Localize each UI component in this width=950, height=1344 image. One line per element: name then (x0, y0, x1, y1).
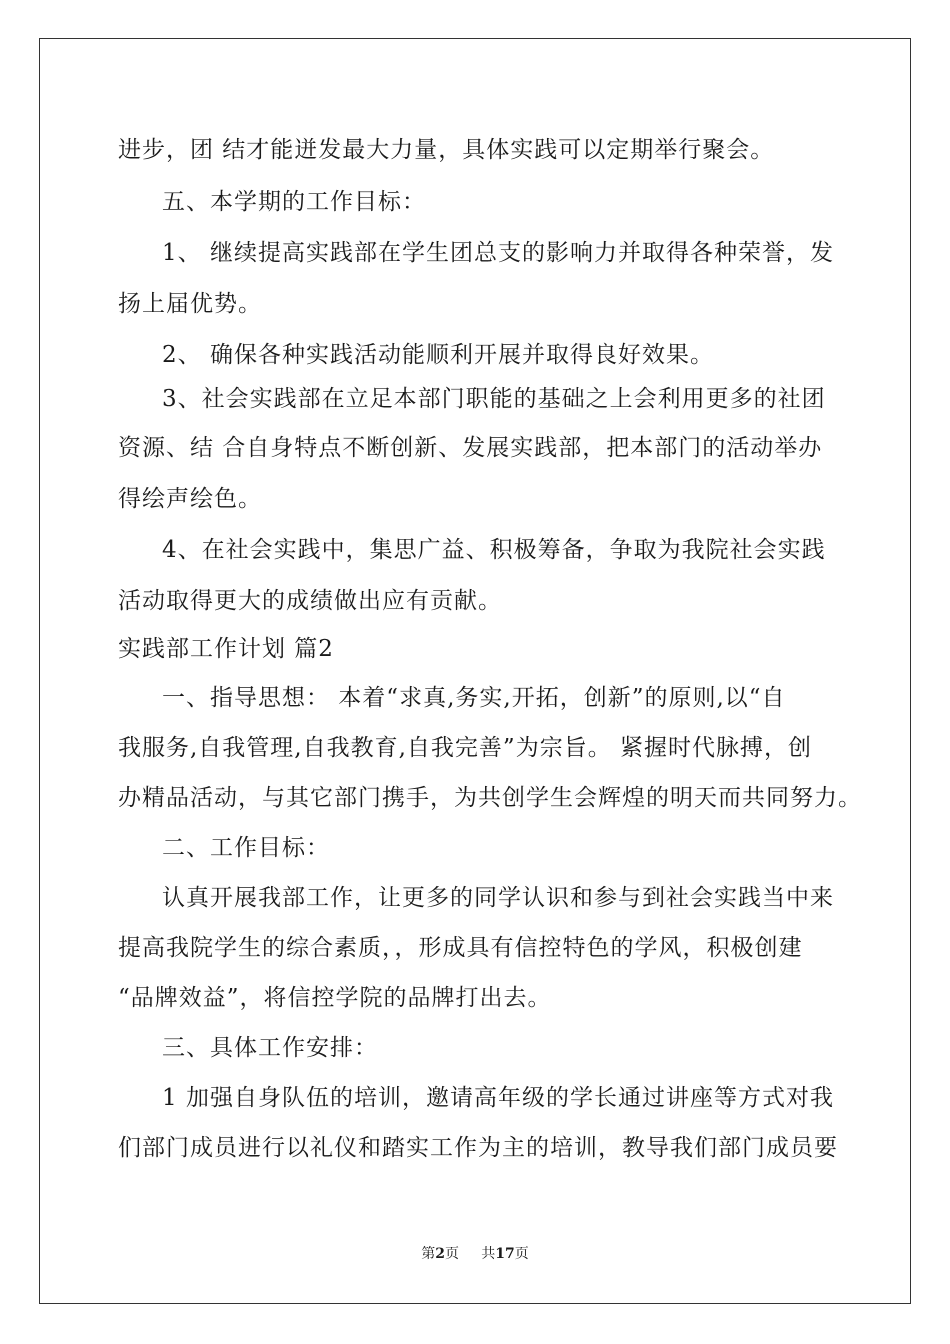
body-line-9: 4、在社会实践中，集思广益、积极筹备，争取为我院社会实践 (162, 537, 826, 563)
page-number: 第2页 (421, 1246, 459, 1262)
body-line-21: 们部门成员进行以礼仪和踏实工作为主的培训，教导我们部门成员要 (118, 1135, 838, 1161)
section-heading-work-goals: 二、工作目标： (162, 835, 330, 861)
body-line-20: 1 加强自身队伍的培训，邀请高年级的学长通过讲座等方式对我 (162, 1085, 834, 1111)
section-heading-goals: 五、本学期的工作目标： (162, 189, 426, 215)
body-line-17: 提高我院学生的综合素质，，形成具有信控特色的学风，积极创建 (118, 935, 803, 961)
body-line-10: 活动取得更大的成绩做出应有贡献。 (118, 588, 502, 614)
body-line-4: 扬上届优势。 (118, 291, 262, 317)
body-line-3: 1、 继续提高实践部在学生团总支的影响力并取得各种荣誉，发 (162, 240, 834, 266)
body-line-16: 认真开展我部工作，让更多的同学认识和参与到社会实践当中来 (162, 885, 834, 911)
body-line-13: 我服务,自我管理,自我教育,自我完善”为宗旨。 紧握时代脉搏，创 (118, 735, 813, 761)
body-line-6: 3、社会实践部在立足本部门职能的基础之上会利用更多的社团 (162, 386, 826, 412)
body-line-5: 2、 确保各种实践活动能顺利开展并取得良好效果。 (162, 342, 714, 368)
page-footer (0, 1245, 950, 1263)
section-title-part-2: 实践部工作计划 篇2 (118, 636, 334, 662)
section-heading-arrangements: 三、具体工作安排： (162, 1035, 378, 1061)
body-line-8: 得绘声绘色。 (118, 486, 262, 512)
body-line-14: 办精品活动，与其它部门携手，为共创学生会辉煌的明天而共同努力。 (118, 785, 862, 811)
body-line-7: 资源、结 合自身特点不断创新、发展实践部，把本部门的活动举办 (118, 435, 823, 461)
page-border (39, 38, 911, 1304)
body-line-18: “品牌效益”，将信控学院的品牌打出去。 (118, 985, 552, 1011)
body-line-1: 进步，团 结才能迸发最大力量，具体实践可以定期举行聚会。 (118, 137, 775, 163)
page-total: 共17页 (481, 1246, 529, 1262)
body-line-12: 一、指导思想： 本着“求真,务实,开拓，创新”的原则,以“自 (162, 685, 786, 711)
